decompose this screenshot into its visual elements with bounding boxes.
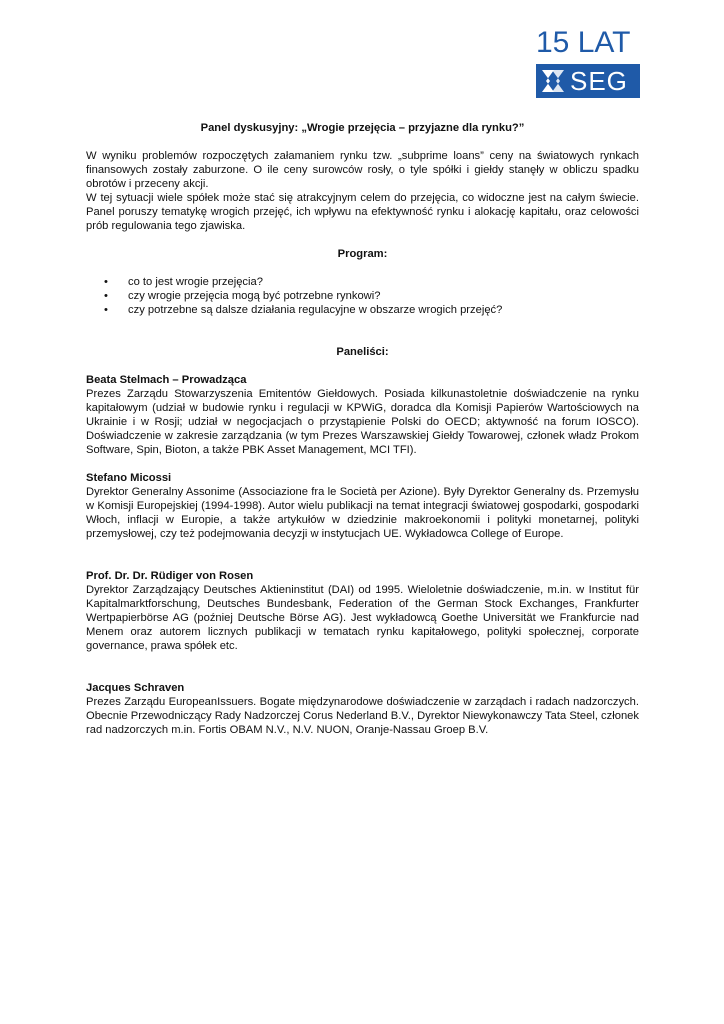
panelist-bio: Dyrektor Generalny Assonime (Associazione fra le Società per Azione). Były Dyrektor Generalny ds. Przemysłu w Komisji Europejskiej (1994-1998). Autor wielu publikacji na temat integracji światowej gospodarki, gospodarki Włoch, inflacji w Europie, a także artykułów w dziedzinie makroekonomii i polityki monetarnej, polityki przemysłowej, czy też podejmowania decyzji w instytucjach UE. Wykładowca College of Europe. (86, 486, 639, 540)
document-body (86, 121, 639, 737)
panelist-bio: Prezes Zarządu EuropeanIssuers. Bogate międzynarodowe doświadczenie w zarządach i radach nadzorczych. Obecnie Przewodniczący Rady Nadzorczej Corus Nederland B.V., Dyrektor Niewykonawczy Tata Steel, członek rad nadzorczych m.in. Fortis OBAM N.V., N.V. NUON, Oranje-Nassau Groep B.V. (86, 696, 639, 736)
logo-15-lat-seg (536, 28, 640, 100)
panelist-name: Jacques Schraven (86, 682, 185, 694)
panelist-name: Prof. Dr. Dr. Rüdiger von Rosen (86, 570, 254, 582)
logo-seg-box (536, 64, 640, 98)
panelist-bio: Dyrektor Zarządzający Deutsches Aktieninstitut (DAI) od 1995. Wieloletnie doświadczenie, m.in. w Institut für Kapitalmarktforschung, Deutsches Bundesbank, Federation of the German Stock Exchanges, Frankfurter Wertpapierbörse AG (poźniej Deutsche Börse AG). Jest wykładowcą Goethe Universität we Frankfurcie nad Menem oraz autorem licznych publikacji w tematach rynku kapitałowego, polityki społecznej, corporate governance, prawa spółek etc. (86, 584, 639, 652)
intro-paragraph-1: W wyniku problemów rozpoczętych załamaniem rynku tzw. „subprime loans” ceny na światowych rynkach finansowych zostały zaburzone. O ile ceny surowców rosły, o tyle spółki i giełdy stanęły w obliczu spadku obrotów i przeceny akcji. (86, 150, 639, 190)
panelist-stefano-micossi (86, 471, 639, 541)
logo-anniversary-text: 15 LAT (536, 26, 631, 59)
program-heading: Program: (337, 248, 388, 260)
logo-seg-text: SEG (570, 66, 628, 96)
program-item: • czy wrogie przejęcia mogą być potrzebne rynkowi? (104, 290, 381, 302)
panelist-name: Beata Stelmach – Prowadząca (86, 374, 247, 386)
panelist-beata-stelmach (86, 373, 639, 457)
panelist-jacques-schraven (86, 681, 639, 737)
bullet-icon: • (104, 304, 108, 316)
program-list (86, 275, 639, 317)
panelist-rudiger-von-rosen (86, 569, 639, 653)
program-item: • czy potrzebne są dalsze działania regulacyjne w obszarze wrogich przejęć? (104, 304, 503, 316)
panelist-name: Stefano Micossi (86, 472, 172, 484)
bullet-icon: • (104, 276, 108, 288)
program-item: • co to jest wrogie przejęcia? (104, 276, 263, 288)
panelist-bio: Prezes Zarządu Stowarzyszenia Emitentów Giełdowych. Posiada kilkunastoletnie doświadczenie na rynku kapitałowym (udział w budowie rynku i regulacji w KPWiG, doradca dla Komisji Papierów Wartościowych na Ukrainie i w Rosji; udział w negocjacjach o przystąpienie Polski do OECD; aktywność na forum IOSCO). Doświadczenie w zakresie zarządzania (w tym Prezes Warszawskiej Giełdy Towarowej, członek władz Prokom Software, Spin, Bioton, a także PBK Asset Management, MCI TFI). (86, 388, 639, 456)
page-title: Panel dyskusyjny: „Wrogie przejęcia – przyjazne dla rynku?” (200, 122, 525, 134)
seg-chevron-icon (538, 64, 566, 98)
panelists-heading: Paneliści: (336, 346, 389, 358)
bullet-icon: • (104, 290, 108, 302)
intro-paragraph-2: W tej sytuacji wiele spółek może stać się atrakcyjnym celem do przejęcia, co widoczne jest na całym świecie. Panel poruszy tematykę wrogich przejęć, ich wpływu na efektywność rynku i alokację kapitału, oraz celowości prób regulowania tego zjawiska. (86, 192, 639, 232)
